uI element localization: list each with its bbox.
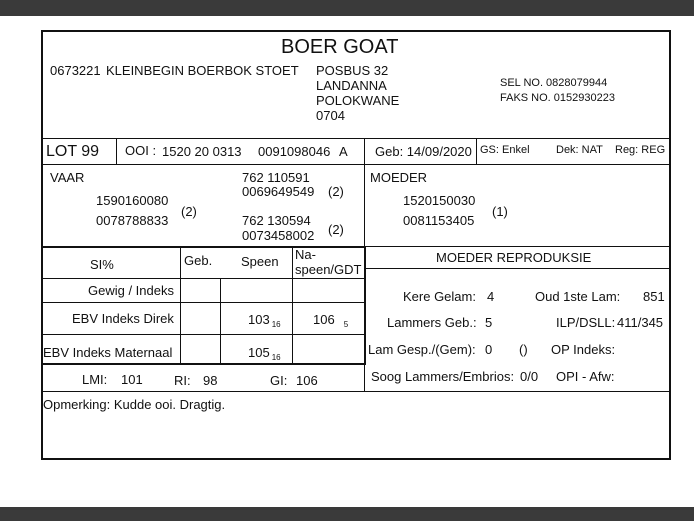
remarks-text: Kudde ooi. Dragtig. <box>113 397 226 412</box>
ebv-direk-speen: 103 $_{16}$ <box>248 312 281 329</box>
frame-bottom <box>41 458 671 460</box>
grandsire-2-a: 762 130594 <box>242 213 311 228</box>
address-line-1: POSBUS 32 <box>316 63 389 78</box>
ebv-maternaal-label: EBV Indeks Maternaal <box>43 345 173 360</box>
dam-count: (1) <box>492 204 508 219</box>
si-table-top <box>41 246 365 248</box>
remarks <box>43 397 225 412</box>
dek-status: Dek: NAT <box>556 144 603 156</box>
remarks-top-line <box>41 391 671 392</box>
lammers-geb-value: 5 <box>485 315 493 330</box>
fax-number: FAKS NO. 0152930223 <box>500 92 615 104</box>
si-table-bottom <box>41 363 366 365</box>
gs-status: GS: Enkel <box>480 144 530 156</box>
opi-afw-label: OPI - Afw: <box>556 369 615 384</box>
kere-gelam-value: 4 <box>487 289 495 304</box>
lot-number: LOT 99 <box>46 143 100 160</box>
lot-divider-2 <box>364 138 365 164</box>
lot-divider-1 <box>116 138 117 164</box>
vaar-label: VAAR <box>50 170 85 185</box>
lammers-geb-label: Lammers Geb.: <box>387 315 477 330</box>
op-indeks-label: OP Indeks: <box>551 342 616 357</box>
ilp-dsll-value: 411/345 <box>617 315 664 330</box>
lam-gesp-value: 0 <box>485 342 493 357</box>
ebv-direk-naspeen: 106 $_5$ <box>313 312 349 329</box>
bottom-border-bar <box>0 507 694 521</box>
si-col-line-1a <box>180 247 181 278</box>
grandsire-2-b: 0073458002 <box>242 228 315 243</box>
dam-number-2: 0081153405 <box>403 213 475 228</box>
soog-lammers-label: Soog Lammers/Embrios: <box>371 369 515 384</box>
naspeen-header-line-2: speen/GDT <box>295 262 362 277</box>
repro-top-line <box>365 246 670 247</box>
remarks-label: Opmerking: <box>43 397 111 412</box>
lam-gesp-gem: () <box>519 342 528 357</box>
cell-number: SEL NO. 0828079944 <box>500 77 608 89</box>
si-header: SI% <box>90 257 114 272</box>
geb-header: Geb. <box>184 253 213 268</box>
soog-lammers-value: 0/0 <box>520 369 539 384</box>
grandsire-1-count: (2) <box>328 184 344 199</box>
ri-label: RI: <box>174 373 191 388</box>
ooi-label: OOI : <box>125 143 157 158</box>
parents-divider <box>364 164 365 247</box>
ri-value: 98 <box>203 373 218 388</box>
oud-1ste-lam-label: Oud 1ste Lam: <box>535 289 621 304</box>
sire-number-2: 0078788833 <box>96 213 169 228</box>
lmi-label: LMI: <box>82 372 108 387</box>
speen-header: Speen <box>241 254 279 269</box>
si-row-line-3 <box>41 334 365 335</box>
gewig-indeks-label: Gewig / Indeks <box>88 283 174 298</box>
ilp-dsll-label: ILP/DSLL: <box>556 315 616 330</box>
repro-title: MOEDER REPRODUKSIE <box>436 250 592 265</box>
frame-right <box>669 30 671 460</box>
ebv-direk-label: EBV Indeks Direk <box>72 311 174 326</box>
repro-lower-divider <box>364 364 365 392</box>
grandsire-2-count: (2) <box>328 222 344 237</box>
dam-number-1: 1520150030 <box>403 193 476 208</box>
si-col-line-3 <box>292 247 293 364</box>
grandsire-1-b: 0069649549 <box>242 184 315 199</box>
address-line-4: 0704 <box>316 108 345 123</box>
gi-label: GI: <box>270 373 288 388</box>
kere-gelam-label: Kere Gelam: <box>403 289 476 304</box>
oud-1ste-lam-value: 851 <box>643 289 665 304</box>
frame-top <box>41 30 671 32</box>
page-title: BOER GOAT <box>281 36 399 58</box>
si-table-right <box>364 246 366 365</box>
ooi-number: 1520 20 0313 <box>162 144 242 159</box>
breeder-name: KLEINBEGIN BOERBOK STOET <box>106 63 299 78</box>
reg-status: Reg: REG <box>615 144 666 156</box>
lam-gesp-label: Lam Gesp./(Gem): <box>368 342 476 357</box>
si-col-line-2 <box>220 278 221 364</box>
top-border-bar <box>0 0 694 16</box>
si-row-line-2 <box>41 302 365 303</box>
si-col-line-1b <box>180 278 181 364</box>
gi-value: 106 <box>296 373 318 388</box>
lot-row-bottom-line <box>41 164 671 165</box>
moeder-label: MOEDER <box>370 170 428 185</box>
repro-title-line <box>365 268 670 269</box>
lot-divider-3 <box>476 138 477 164</box>
naspeen-header-line-1: Na- <box>295 247 316 262</box>
ebv-maternaal-speen: 105 $_{16}$ <box>248 345 281 362</box>
animal-grade: A <box>339 144 348 159</box>
sire-count: (2) <box>181 204 197 219</box>
frame-left <box>41 30 43 460</box>
animal-id: 0091098046 <box>258 144 331 159</box>
address-line-2: LANDANNA <box>316 78 387 93</box>
address-line-3: POLOKWANE <box>316 93 400 108</box>
si-row-line-1 <box>41 278 365 279</box>
lmi-value: 101 <box>121 372 143 387</box>
birth-date: Geb: 14/09/2020 <box>375 144 472 159</box>
lot-row-top-line <box>41 138 671 139</box>
breeder-code: 0673221 <box>50 63 101 78</box>
grandsire-1-a: 762 110591 <box>242 170 310 185</box>
sire-number-1: 1590160080 <box>96 193 169 208</box>
